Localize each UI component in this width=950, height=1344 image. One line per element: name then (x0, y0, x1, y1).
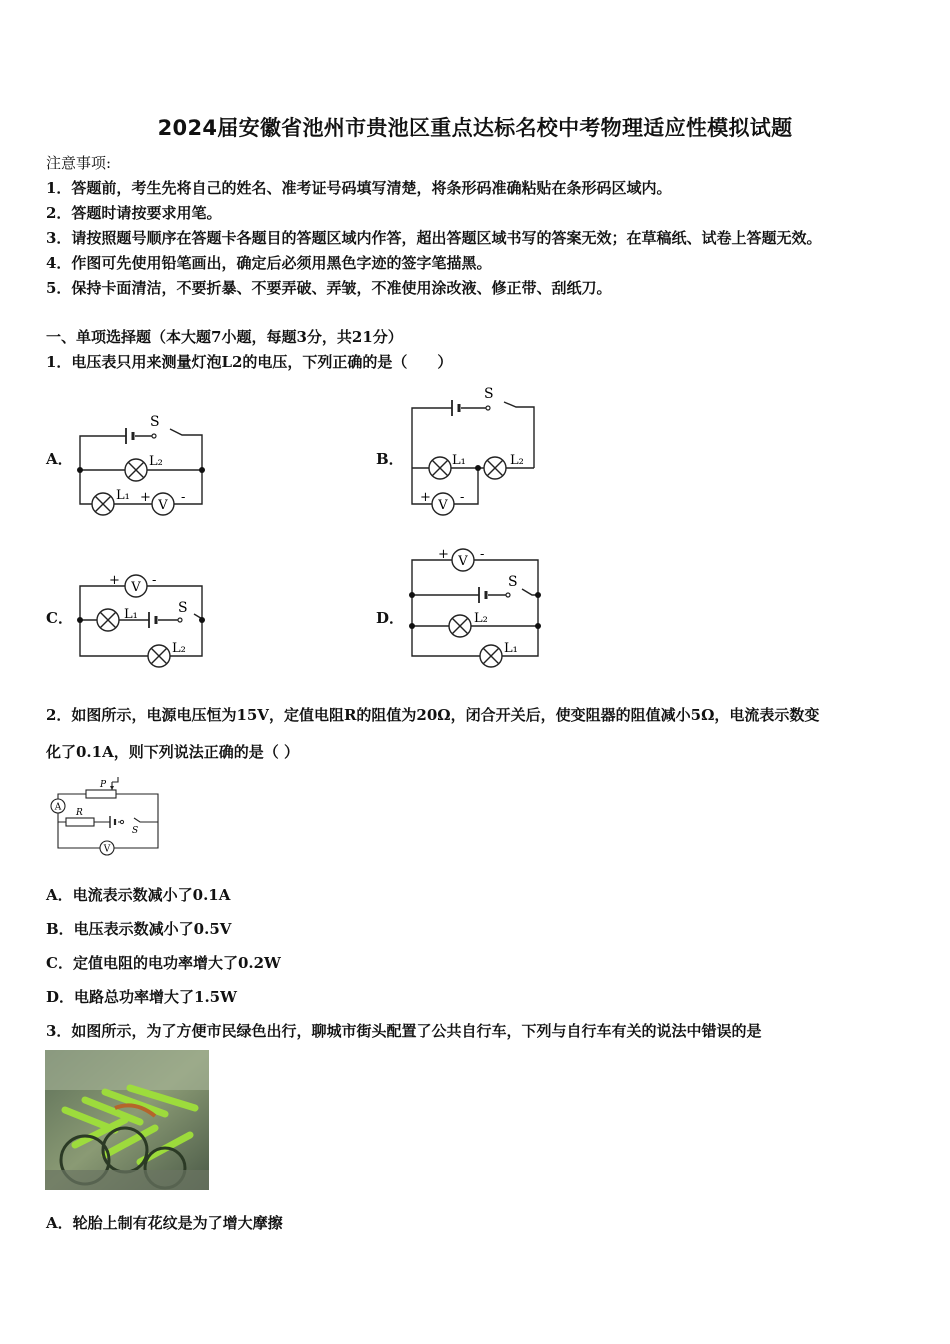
lamp-l1-label: L₁ (504, 641, 518, 656)
q1-circuit-c (72, 566, 212, 674)
voltmeter-label: V (458, 554, 468, 569)
lamp-l2-label: L₂ (172, 641, 186, 656)
q1-option-c-label[interactable]: C． (46, 609, 73, 627)
lamp-l2-label: L₂ (474, 611, 488, 626)
section-heading: 一、单项选择题（本大题7小题，每题3分，共21分） (46, 328, 403, 346)
minus-terminal: - (152, 573, 157, 588)
page-title: 2024届安徽省池州市贵池区重点达标名校中考物理适应性模拟试题 (157, 116, 793, 140)
q2-option-d[interactable]: D．电路总功率增大了1.5W (46, 988, 237, 1006)
q2-option-c[interactable]: C．定值电阻的电功率增大了0.2W (46, 954, 281, 972)
plus-terminal: + (109, 573, 120, 588)
lamp-l2-label: L₂ (149, 454, 163, 469)
lamp-l1-label: L₁ (452, 453, 466, 468)
lamp-l2-label: L₂ (510, 453, 524, 468)
voltmeter-label: V (438, 498, 448, 513)
switch-label: S (484, 386, 494, 402)
voltmeter-label: V (158, 498, 168, 513)
lamp-l1-label: L₁ (116, 488, 130, 503)
notice-item: 1．答题前，考生先将自己的姓名、准考证号码填写清楚，将条形码准确粘贴在条形码区域内。 (46, 179, 672, 197)
switch-label: S (150, 414, 160, 430)
plus-terminal: + (438, 547, 449, 562)
q2-option-a[interactable]: A．电流表示数减小了0.1A (46, 886, 231, 904)
q1-circuit-b (404, 378, 544, 524)
q1-option-b-label[interactable]: B． (376, 450, 404, 468)
notice-item: 3．请按照题号顺序在答题卡各题目的答题区域内作答，超出答题区域书写的答案无效；在草稿纸、试卷上答题无效。 (46, 229, 822, 247)
notice-item: 5．保持卡面清洁，不要折暴、不要弄破、弄皱，不准使用涂改液、修正带、刮纸刀。 (46, 279, 612, 297)
question-1-stem: 1．电压表只用来测量灯泡L2的电压，下列正确的是（ ） (46, 353, 453, 371)
question-2-stem-line2: 化了0.1A，则下列说法正确的是（ ） (46, 743, 299, 761)
notice-item: 2．答题时请按要求用笔。 (46, 204, 222, 222)
question-3-stem: 3．如图所示，为了方便市民绿色出行，聊城市街头配置了公共自行车，下列与自行车有关的说法中错误的是 (46, 1022, 762, 1040)
q1-option-d-label[interactable]: D． (376, 609, 405, 627)
voltmeter-label: V (103, 844, 111, 855)
q1-circuit-a (72, 408, 212, 524)
voltmeter-label: V (131, 580, 141, 595)
q2-option-b[interactable]: B．电压表示数减小了0.5V (46, 920, 232, 938)
notice-item: 4．作图可先使用铅笔画出，确定后必须用黑色字迹的签字笔描黑。 (46, 254, 492, 272)
ammeter-label: A (54, 802, 62, 813)
notice-heading: 注意事项: (46, 154, 112, 172)
question-2-stem-line1: 2．如图所示，电源电压恒为15V，定值电阻R的阻值为20Ω，闭合开关后，使变阻器的阻值减小5Ω，电流表示数变 (46, 706, 820, 724)
q1-circuit-d (404, 540, 544, 676)
switch-label: S (132, 826, 139, 836)
q2-circuit (44, 772, 164, 860)
q3-option-a[interactable]: A．轮胎上制有花纹是为了增大摩擦 (46, 1214, 283, 1232)
bicycle-photo (45, 1050, 209, 1190)
lamp-l1-label: L₁ (124, 607, 138, 622)
switch-label: S (508, 574, 518, 590)
q1-option-a-label[interactable]: A． (46, 450, 73, 468)
rheostat-label: P (100, 780, 107, 790)
plus-terminal: + (420, 490, 431, 505)
switch-label: S (178, 600, 188, 616)
minus-terminal: - (460, 490, 465, 505)
plus-terminal: + (140, 490, 151, 505)
resistor-label: R (76, 808, 83, 818)
minus-terminal: - (181, 490, 186, 505)
minus-terminal: - (480, 547, 485, 562)
